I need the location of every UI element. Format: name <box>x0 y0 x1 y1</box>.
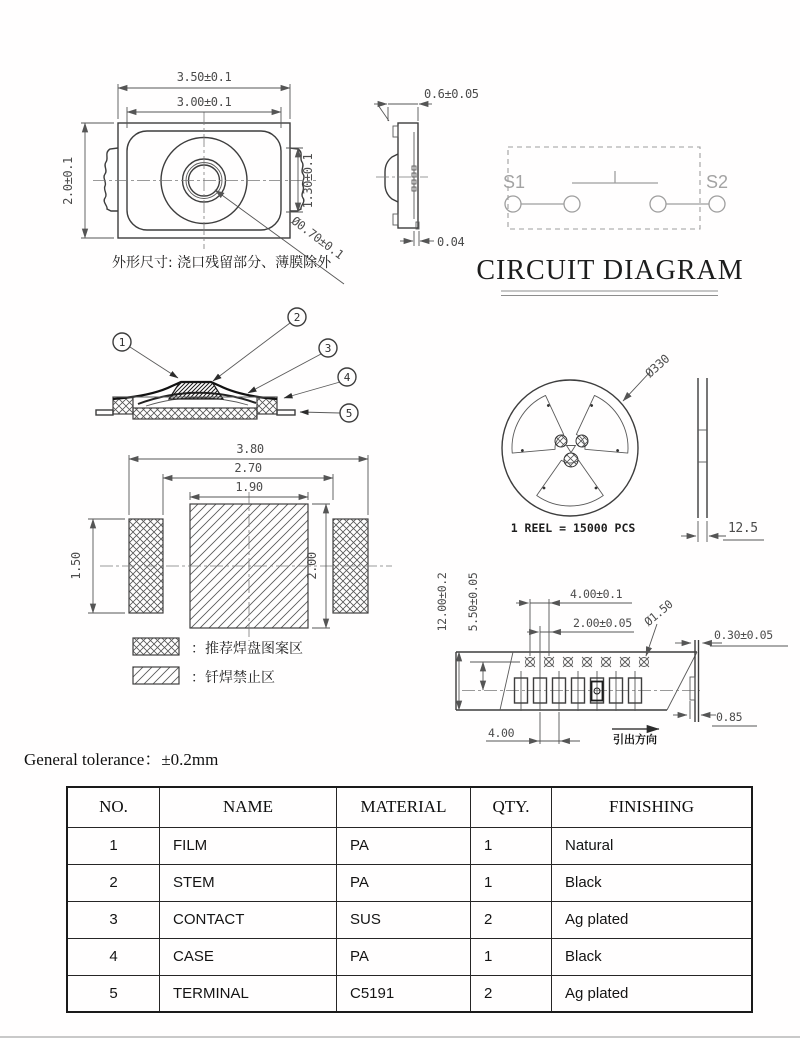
general-tolerance-note: General tolerance：±0.2mm <box>24 750 219 769</box>
cell-finishing: Ag plated <box>552 975 753 1012</box>
reel-outline <box>502 380 638 516</box>
dim-label: 2.00±0.05 <box>573 616 632 630</box>
dim-label: 12.00±0.2 <box>435 572 449 632</box>
cell-qty: 1 <box>471 864 552 901</box>
dim-label: 12.5 <box>728 521 758 536</box>
cell-no: 1 <box>67 827 160 864</box>
hub-hole <box>564 453 578 467</box>
terminal-node <box>709 196 725 212</box>
terminal-label-s2: S2 <box>706 172 729 192</box>
circuit-title: CIRCUIT DIAGRAM <box>476 255 744 286</box>
cell-qty: 1 <box>471 827 552 864</box>
callout-number: 4 <box>343 371 351 384</box>
cell-no: 5 <box>67 975 160 1012</box>
dim-label: Ø0.70±0.1 <box>288 213 347 262</box>
callout-number: 3 <box>324 342 332 355</box>
dim-label: 3.80 <box>236 442 264 456</box>
hub-hole <box>555 435 567 447</box>
dim-label: 1.50 <box>69 552 83 580</box>
col-header-no: NO. <box>67 787 160 827</box>
terminal-label-s1: S1 <box>503 172 526 192</box>
cell-material: PA <box>337 938 471 975</box>
col-header-material: MATERIAL <box>337 787 471 827</box>
feed-direction-label: 引出方向 <box>613 733 657 746</box>
cell-no: 4 <box>67 938 160 975</box>
dim-label: 2.00 <box>305 552 319 580</box>
cell-finishing: Black <box>552 864 753 901</box>
cell-no: 2 <box>67 864 160 901</box>
cell-material: PA <box>337 827 471 864</box>
cell-finishing: Natural <box>552 827 753 864</box>
cell-no: 3 <box>67 901 160 938</box>
reel-qty-note: 1 REEL = 15000 PCS <box>510 521 636 535</box>
table-row <box>67 827 752 864</box>
dim-label: 0.30±0.05 <box>714 628 773 642</box>
cell-material: SUS <box>337 901 471 938</box>
cell-finishing: Black <box>552 938 753 975</box>
cell-name: CASE <box>160 938 337 975</box>
table-row <box>67 901 752 938</box>
side-view <box>374 87 479 249</box>
carrier-tape <box>435 573 700 746</box>
outline-note: 外形尺寸: 浇口残留部分、薄膜除外 <box>112 255 332 271</box>
table-header-row <box>67 787 752 827</box>
cross-section <box>96 308 358 422</box>
dim-label: 4.00±0.1 <box>570 587 623 601</box>
sprocket-holes <box>525 657 649 667</box>
dim-label: Ø330 <box>642 351 673 381</box>
table-row <box>67 975 752 1012</box>
legend-swatch-pad <box>133 638 179 655</box>
dim-label: 0.85 <box>716 710 743 724</box>
tape-side-view <box>673 628 788 726</box>
col-header-name: NAME <box>160 787 337 827</box>
dim-label: 3.00±0.1 <box>176 95 232 109</box>
terminal-right <box>277 410 295 415</box>
hub-hole <box>576 435 588 447</box>
terminal-node <box>564 196 580 212</box>
callout-number: 2 <box>293 311 301 324</box>
cell-name: FILM <box>160 827 337 864</box>
dim-label: 0.04 <box>437 235 465 249</box>
dim-label: 2.0±0.1 <box>61 157 75 205</box>
dim-label: 2.70 <box>234 461 262 475</box>
cell-qty: 2 <box>471 975 552 1012</box>
dim-label: 5.50±0.05 <box>466 572 480 632</box>
callout-number: 1 <box>118 336 126 349</box>
dim-label: 1.90 <box>235 480 263 494</box>
bom-table <box>66 786 753 1013</box>
terminal-node <box>650 196 666 212</box>
col-header-qty: QTY. <box>471 787 552 827</box>
cell-name: TERMINAL <box>160 975 337 1012</box>
terminal-node <box>505 196 521 212</box>
col-header-finishing: FINISHING <box>552 787 753 827</box>
table-row <box>67 864 752 901</box>
cell-qty: 1 <box>471 938 552 975</box>
cell-material: C5191 <box>337 975 471 1012</box>
cell-name: STEM <box>160 864 337 901</box>
reel-side <box>681 378 764 542</box>
side-body <box>398 123 418 228</box>
dim-label: 3.50±0.1 <box>176 70 232 84</box>
hub-pointer <box>567 446 576 453</box>
cell-qty: 2 <box>471 901 552 938</box>
base-hatch <box>133 408 257 419</box>
terminal-left <box>96 410 113 415</box>
top-view <box>61 70 346 284</box>
side-dome <box>385 154 398 202</box>
land-pattern <box>69 442 392 686</box>
cell-material: PA <box>337 864 471 901</box>
reel-front <box>502 352 672 535</box>
dim-label: 1.30±0.1 <box>301 153 315 209</box>
callout-number: 5 <box>345 407 353 420</box>
legend-label-pad: ：推荐焊盘图案区 <box>191 641 303 657</box>
circuit-diagram <box>476 147 743 296</box>
circuit-boundary <box>508 147 700 229</box>
dim-label: 4.00 <box>488 726 515 740</box>
legend-label-keepout: ：钎焊禁止区 <box>191 670 275 686</box>
cell-name: CONTACT <box>160 901 337 938</box>
dim-label: Ø1.50 <box>641 597 676 629</box>
table-row <box>67 938 752 975</box>
tape-pockets <box>515 671 642 711</box>
dim-label: 0.6±0.05 <box>424 87 479 101</box>
legend-swatch-keepout <box>133 667 179 684</box>
cell-finishing: Ag plated <box>552 901 753 938</box>
left-terminal <box>104 148 118 211</box>
